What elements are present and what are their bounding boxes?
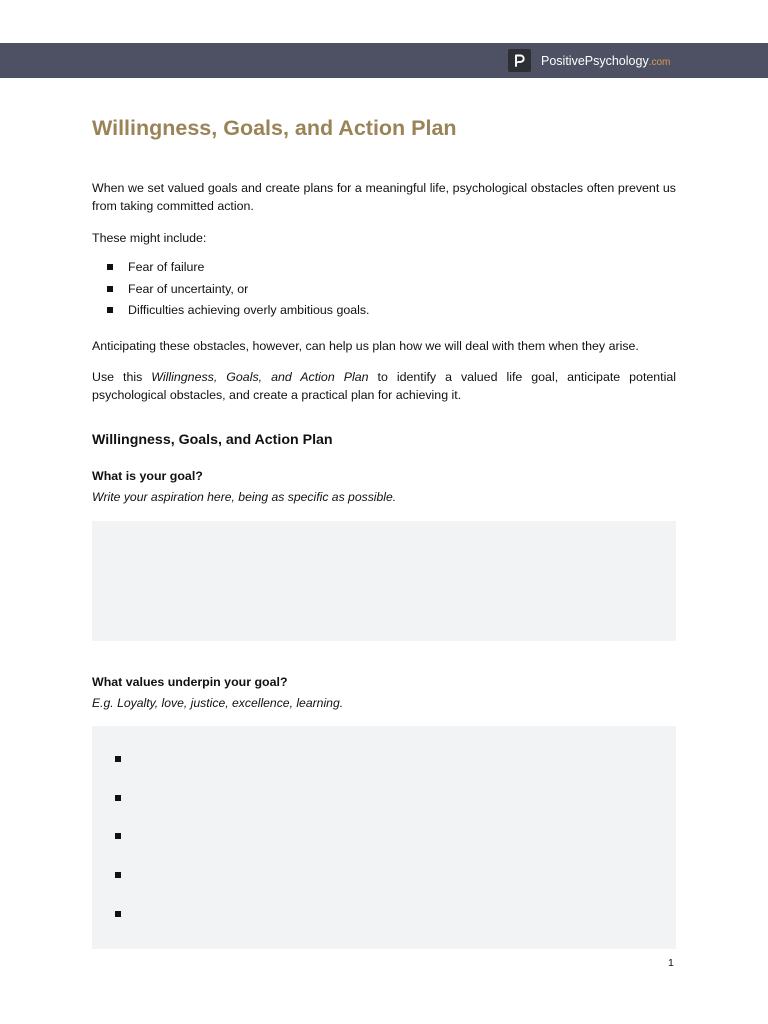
goal-hint: Write your aspiration here, being as specific as possible. bbox=[92, 490, 397, 504]
goal-input-box[interactable] bbox=[92, 521, 676, 641]
values-question: What values underpin your goal? bbox=[92, 675, 288, 689]
list-item-text: Fear of uncertainty, or bbox=[128, 281, 249, 296]
anticipating-paragraph: Anticipating these obstacles, however, can help us plan how we will deal with them when they arise. bbox=[92, 339, 639, 353]
bullet-icon bbox=[107, 307, 113, 313]
use-this-prefix: Use this bbox=[92, 370, 152, 384]
bullet-icon bbox=[115, 795, 121, 801]
bullet-icon bbox=[115, 911, 121, 917]
list-item-text: Difficulties achieving overly ambitious goals. bbox=[128, 303, 370, 317]
header-bar bbox=[0, 43, 768, 78]
section-heading: Willingness, Goals, and Action Plan bbox=[92, 432, 333, 448]
bullet-icon bbox=[115, 872, 121, 878]
list-item bbox=[92, 280, 676, 302]
intro-paragraph: When we set valued goals and create plans for a meaningful life, psychological obstacles often prevent us from taking committed action. bbox=[92, 181, 676, 213]
list-item bbox=[92, 301, 676, 323]
list-item bbox=[92, 258, 676, 280]
positivepsychology-logo-icon bbox=[508, 49, 531, 72]
bullet-icon bbox=[115, 833, 121, 839]
bullet-icon bbox=[107, 286, 113, 292]
brand-name-main: PositivePsychology bbox=[541, 53, 649, 68]
brand-suffix: .com bbox=[648, 56, 671, 68]
bullet-icon bbox=[107, 264, 113, 270]
use-this-italic: Willingness, Goals, and Action Plan bbox=[151, 370, 369, 384]
bullet-icon bbox=[115, 756, 121, 762]
goal-question: What is your goal? bbox=[92, 469, 203, 483]
brand-name bbox=[541, 54, 670, 68]
use-this-paragraph bbox=[92, 368, 676, 404]
page-number: 1 bbox=[668, 957, 674, 969]
values-hint: E.g. Loyalty, love, justice, excellence, learning. bbox=[92, 696, 344, 710]
page-title: Willingness, Goals, and Action Plan bbox=[92, 116, 457, 140]
use-this-suffix: to identify a valued life goal, anticipate potential psychological obstacles, and create a practical plan for achieving it. bbox=[92, 370, 677, 402]
obstacles-list bbox=[92, 258, 676, 323]
brand[interactable] bbox=[508, 49, 670, 72]
these-might-include: These might include: bbox=[92, 231, 207, 245]
values-input-box[interactable] bbox=[92, 726, 676, 949]
list-item-text: Fear of failure bbox=[128, 260, 205, 274]
